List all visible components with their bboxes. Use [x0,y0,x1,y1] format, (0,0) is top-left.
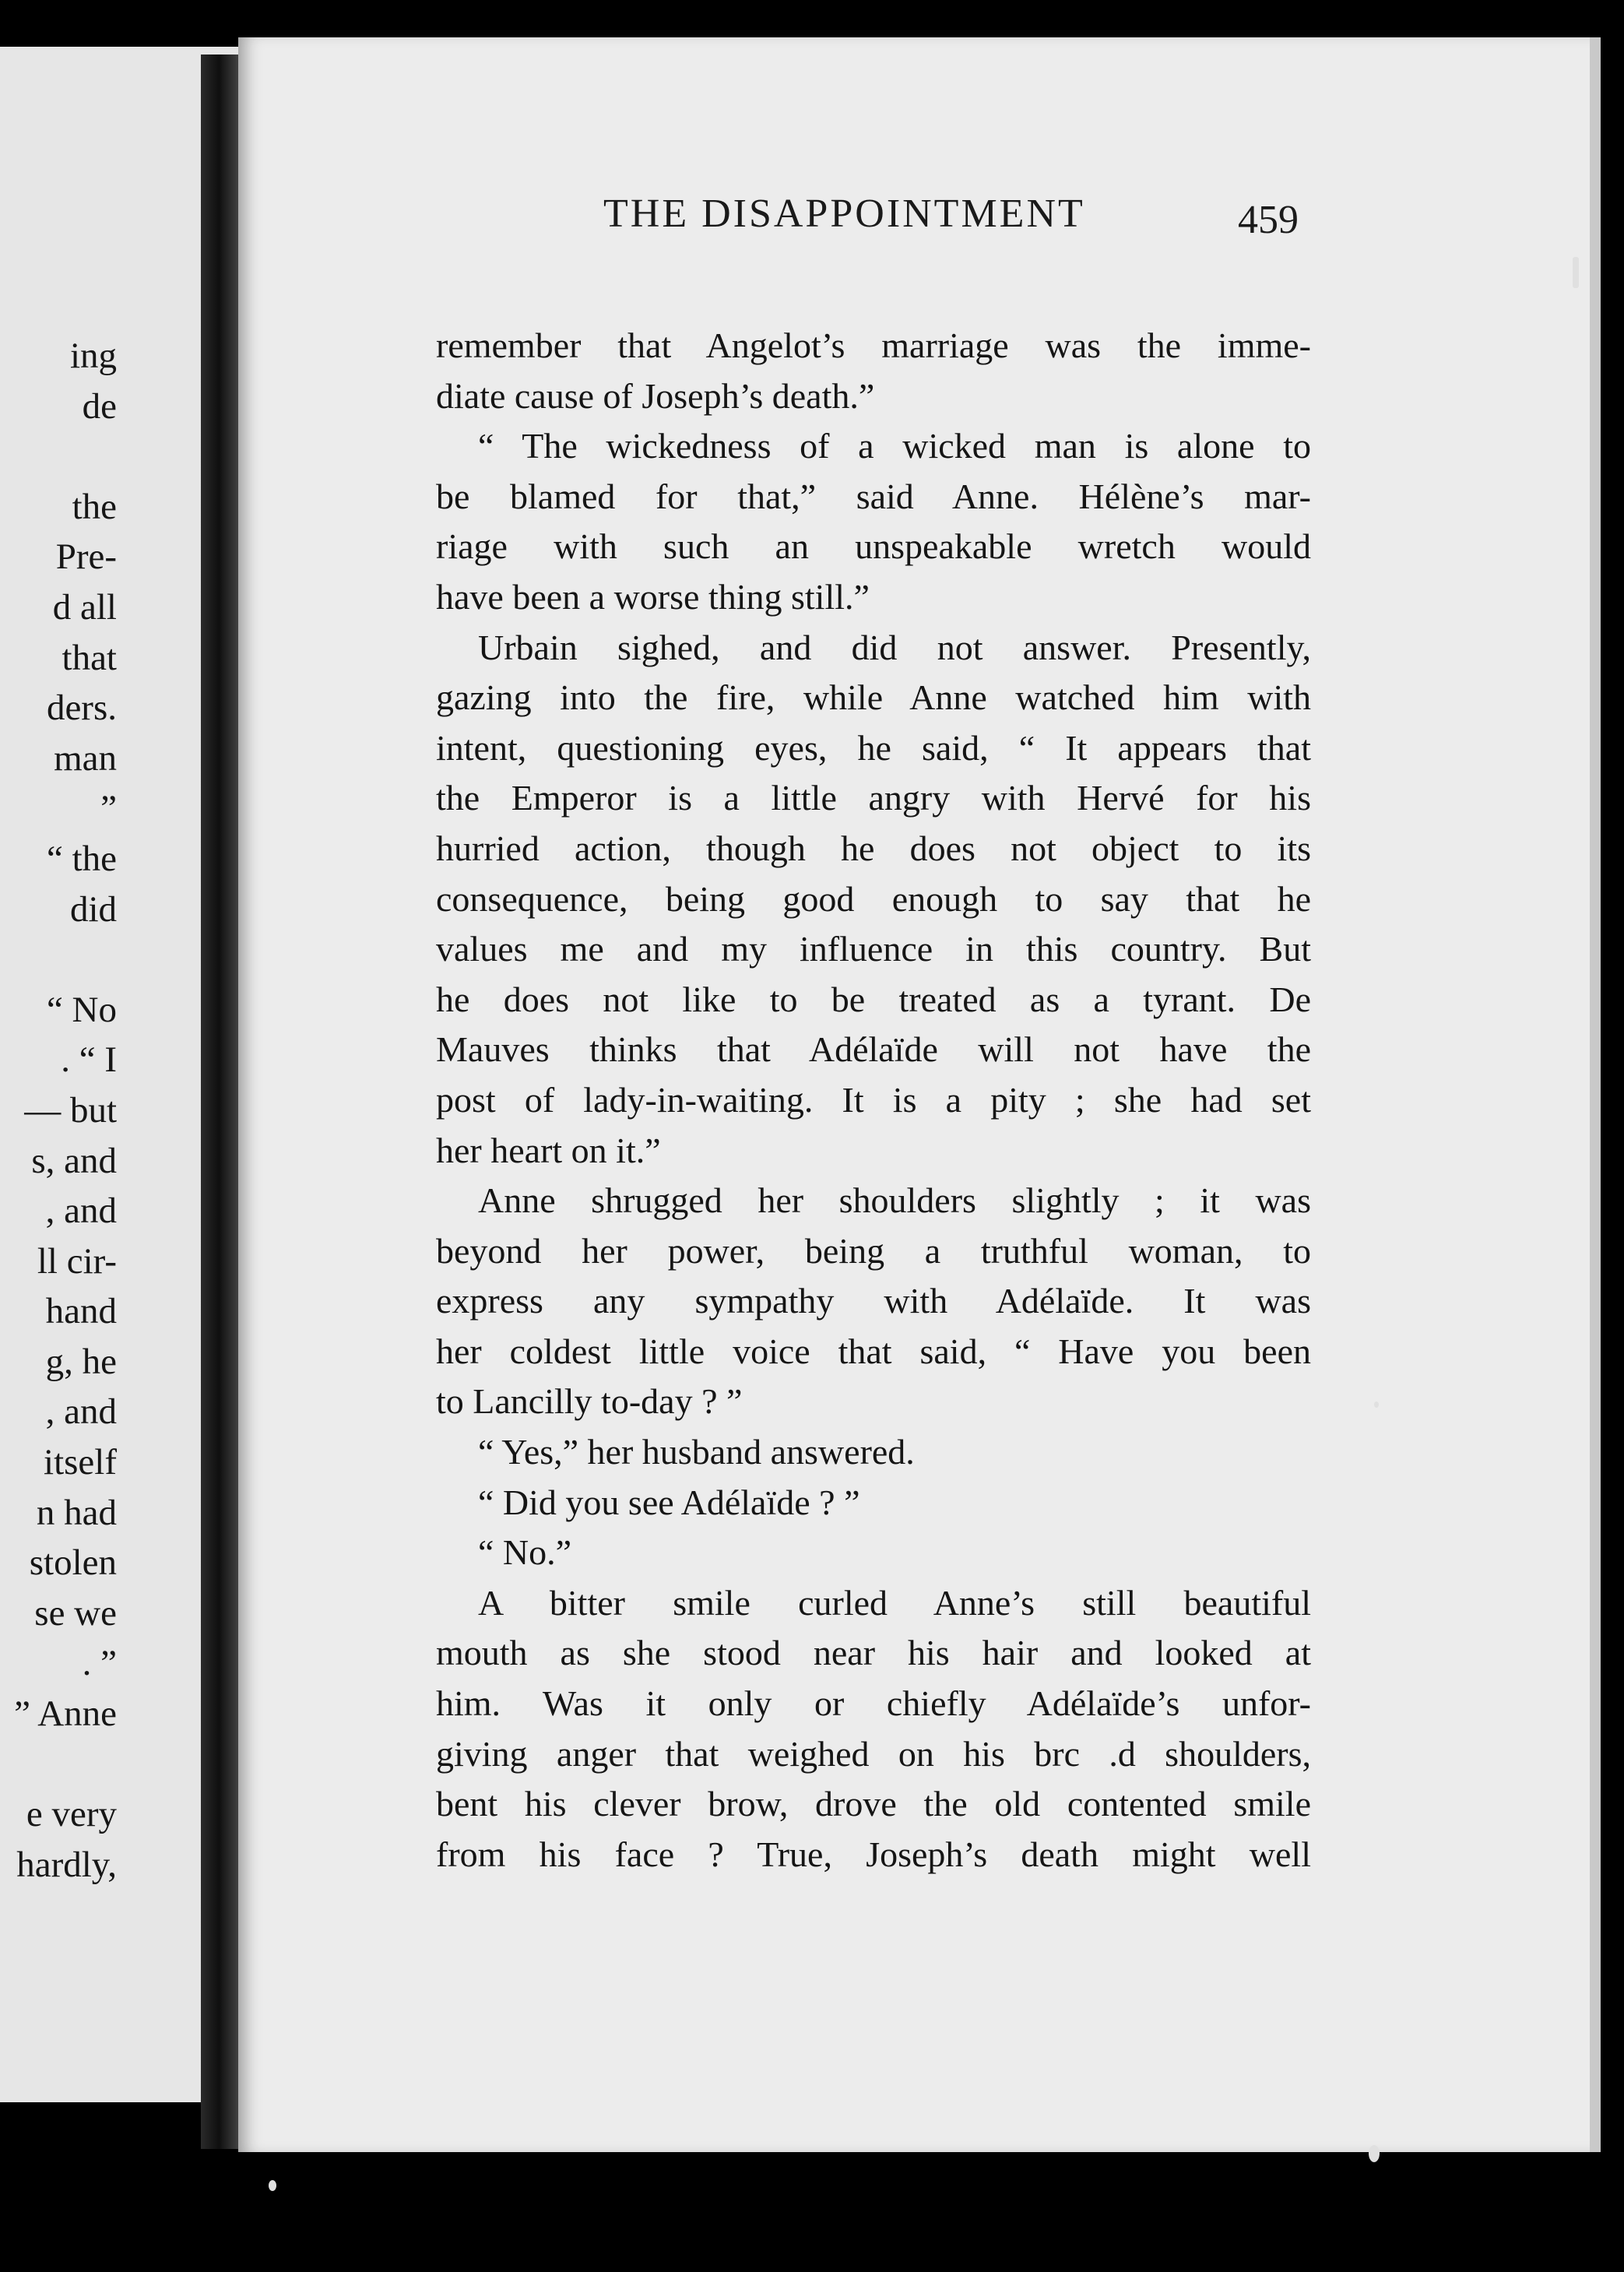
previous-page-line: man [54,737,117,779]
previous-page-line: Pre- [55,536,117,578]
previous-page-line: e very [26,1794,117,1835]
running-head [362,191,1421,245]
text-line: him. Was it only or chiefly Adélaïde’s unfor- [436,1683,1311,1724]
text-line: be blamed for that,” said Anne. Hélène’s mar- [436,476,1311,516]
previous-page-line [14,934,117,985]
scan-speck [1369,2145,1380,2162]
previous-page-line: the [72,486,117,527]
body-text [436,321,1311,1880]
text-line: Mauves thinks that Adélaïde will not have the [436,1029,1311,1070]
text-line: beyond her power, being a truthful woman, to [436,1230,1311,1271]
previous-page-line: “ No [46,989,117,1030]
previous-page-line: that [62,637,117,678]
text-line: gazing into the fire, while Anne watched him with [436,677,1311,718]
previous-page-line: “ the [46,838,117,879]
text-line: her coldest little voice that said, “ Have you been [436,1331,1311,1371]
previous-page-line [14,431,117,482]
text-line: to Lancilly to-day ? ” [436,1381,743,1422]
previous-page-line: ing [69,336,117,376]
text-line: post of lady-in-waiting. It is a pity ; she had set [436,1079,1311,1120]
text-line: mouth as she stood near his hair and looked at [436,1633,1311,1673]
previous-page-line: ” [100,788,117,829]
text-line: consequence, being good enough to say that he [436,878,1311,919]
previous-page-line: ders. [46,688,117,729]
scan-speck [1573,257,1579,288]
text-line: A bitter smile curled Anne’s still beautiful [478,1582,1311,1623]
text-line: values me and my influence in this country. But [436,929,1311,969]
previous-page-line: g, he [45,1341,117,1382]
text-line: giving anger that weighed on his brc .d shoulders, [436,1733,1311,1774]
previous-page-line: ” Anne [14,1693,117,1735]
running-title: THE DISAPPOINTMENT [603,192,1085,236]
previous-page-line: , and [45,1191,117,1232]
previous-page-line: . “ I [61,1039,117,1081]
text-line: Urbain sighed, and did not answer. Presently, [478,627,1311,667]
previous-page-line: hand [45,1291,117,1332]
previous-page-line: s, and [31,1140,117,1181]
text-line: remember that Angelot’s marriage was the imme- [436,325,1311,365]
previous-page-line: itself [44,1442,117,1483]
previous-page-line: stolen [29,1542,117,1584]
text-line: “ Yes,” her husband answered. [478,1432,915,1472]
text-line: “ Did you see Adélaïde ? ” [478,1482,860,1522]
previous-page-line: — but [24,1089,117,1131]
text-line: her heart on it.” [436,1130,661,1170]
text-line: “ The wickedness of a wicked man is alone to [478,426,1311,466]
text-line: hurried action, though he does not object to its [436,828,1311,868]
text-line: “ No.” [478,1532,572,1573]
previous-page-line: n had [36,1492,117,1533]
text-line: he does not like to be treated as a tyrant. De [436,979,1311,1019]
previous-page-line: se we [34,1592,117,1634]
previous-page-line: did [69,888,117,930]
previous-page-line: de [82,385,117,427]
previous-page-line: . ” [82,1643,117,1684]
scan-speck [1374,1402,1379,1408]
text-line: from his face ? True, Joseph’s death might well [436,1834,1311,1874]
previous-page-line: d all [52,586,117,628]
previous-page-text [14,331,117,1890]
scan-speck [269,2180,276,2191]
text-line: have been a worse thing still.” [436,576,870,617]
text-line: bent his clever brow, drove the old contented smile [436,1784,1311,1824]
text-line: riage with such an unspeakable wretch would [436,526,1311,567]
previous-page-line: , and [45,1391,117,1433]
previous-page-line: hardly, [16,1844,117,1885]
book-binding-gutter [201,55,241,2149]
text-line: intent, questioning eyes, he said, “ It appears that [436,727,1311,768]
previous-page-line [14,1739,117,1790]
text-line: Anne shrugged her shoulders slightly ; it was [478,1180,1311,1221]
text-line: express any sympathy with Adélaïde. It was [436,1281,1311,1321]
text-line: diate cause of Joseph’s death.” [436,375,875,416]
page-number: 459 [1238,198,1299,242]
text-line: the Emperor is a little angry with Hervé for his [436,778,1311,818]
previous-page-line: ll cir- [37,1240,117,1282]
